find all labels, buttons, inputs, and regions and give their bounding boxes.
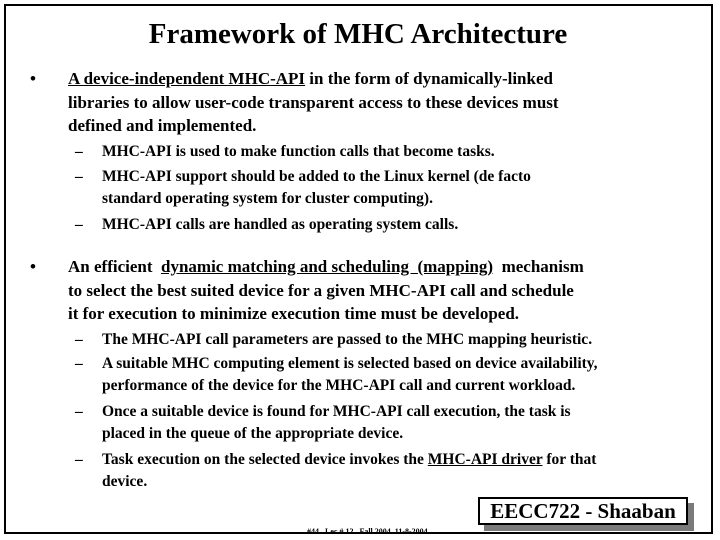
slide-title: Framework of MHC Architecture <box>148 18 568 50</box>
dash-mark: – <box>75 216 83 233</box>
sub-text <box>102 353 598 397</box>
bullet-1-text <box>68 67 559 138</box>
text-line <box>102 449 596 471</box>
line-text: Task execution on the selected device invokes the <box>102 451 428 468</box>
slide-footer: #44 Lec # 12 Fall 2004 11-8-2004 <box>307 527 428 536</box>
text-line <box>68 255 584 279</box>
text-line: Once a suitable device is found for MHC-API call execution, the task is <box>102 403 571 420</box>
text-line <box>68 67 559 91</box>
dash-mark: – <box>75 331 83 348</box>
line-text: for that <box>542 451 597 468</box>
bullet-mark: • <box>30 69 36 88</box>
text-line: placed in the queue of the appropriate device. <box>102 425 404 442</box>
sub-text <box>102 329 592 351</box>
text-line: The MHC-API call parameters are passed to the MHC mapping heuristic. <box>102 331 593 348</box>
badge-label: EECC722 - Shaaban <box>478 497 688 525</box>
bullet-2-text <box>68 255 584 326</box>
line-text: in the form of dynamically-linked <box>305 69 553 88</box>
text-line: MHC-API calls are handled as operating system calls. <box>102 216 459 233</box>
sub-text <box>102 449 596 493</box>
text-line: defined and implemented. <box>68 116 257 135</box>
dash-mark: – <box>75 355 83 372</box>
bullet-mark: • <box>30 257 36 276</box>
underlined-text: dynamic matching and scheduling (mapping) <box>161 257 494 276</box>
text-line: to select the best suited device for a given MHC-API call and schedule <box>68 280 574 300</box>
text-line: performance of the device for the MHC-API call and current workload. <box>102 377 576 394</box>
sub-text <box>102 401 571 445</box>
underlined-text: MHC-API driver <box>427 451 543 468</box>
line-text: An efficient <box>68 257 162 276</box>
sub-text <box>102 141 495 163</box>
underlined-text: A device-independent MHC-API <box>68 69 306 88</box>
sub-text <box>102 214 458 236</box>
sub-text <box>102 166 531 210</box>
text-line: device. <box>102 473 148 490</box>
text-line: MHC-API is used to make function calls that become tasks. <box>102 143 495 160</box>
dash-mark: – <box>75 168 83 185</box>
course-badge <box>478 497 694 531</box>
text-line: standard operating system for cluster computing). <box>102 190 433 207</box>
text-line: it for execution to minimize execution time must be developed. <box>68 304 520 323</box>
dash-mark: – <box>75 403 83 420</box>
text-line: MHC-API support should be added to the Linux kernel (de facto <box>102 168 531 185</box>
dash-mark: – <box>75 451 83 468</box>
text-line: libraries to allow user-code transparent access to these devices must <box>68 92 559 112</box>
dash-mark: – <box>75 143 83 160</box>
line-text: mechanism <box>493 257 584 276</box>
text-line: A suitable MHC computing element is selected based on device availability, <box>102 355 598 372</box>
